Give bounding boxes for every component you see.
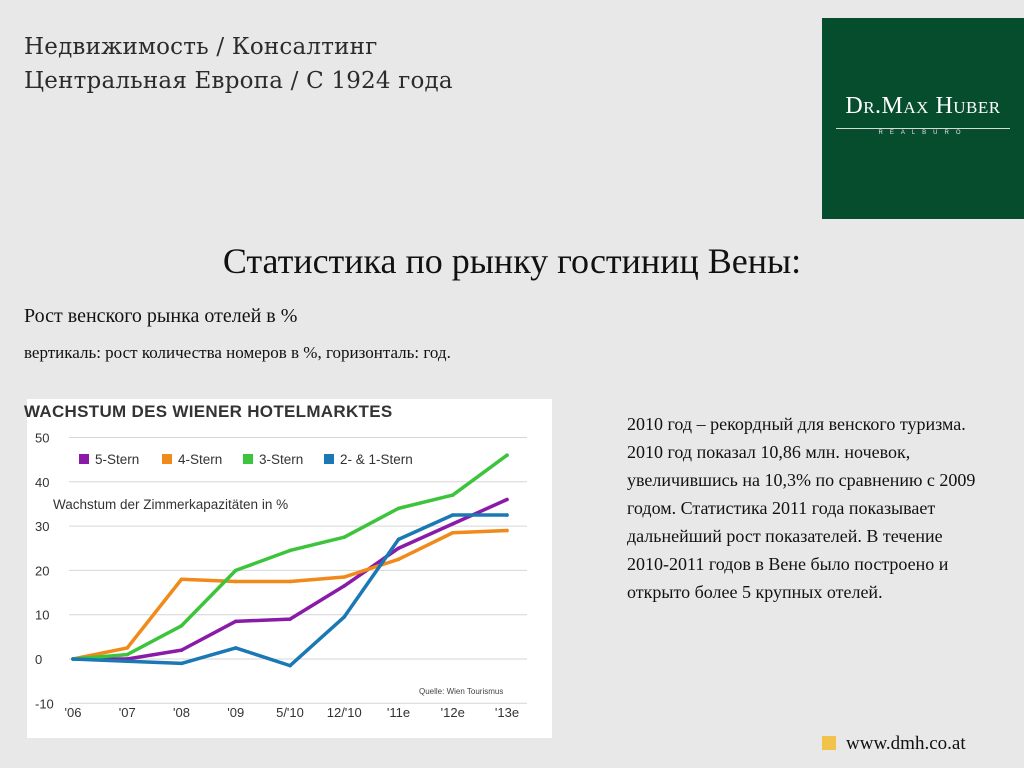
header-line-1: Недвижимость / Консалтинг <box>24 34 378 60</box>
data-point <box>234 580 238 584</box>
chart-source: Quelle: Wien Tourismus <box>419 687 504 696</box>
data-point <box>342 575 346 579</box>
chart-subtitle: Wachstum der Zimmerkapazitäten in % <box>53 497 289 512</box>
legend-label: 3-Stern <box>259 452 304 467</box>
data-point <box>180 662 184 666</box>
data-point <box>451 493 455 497</box>
data-point <box>342 535 346 539</box>
data-point <box>125 646 129 650</box>
data-point <box>505 453 509 457</box>
data-point <box>288 617 292 621</box>
x-tick-label: '06 <box>64 705 82 720</box>
data-point <box>342 615 346 619</box>
x-tick-label: '13e <box>494 705 520 720</box>
header <box>24 30 453 98</box>
data-point <box>397 507 401 511</box>
legend-swatch <box>324 454 334 464</box>
axis-description: вертикаль: рост количества номеров в %, горизонталь: год. <box>24 343 451 362</box>
chart-card <box>27 399 552 738</box>
logo-divider <box>836 128 1010 129</box>
x-tick-label: 12/'10 <box>326 705 362 720</box>
x-tick-label: '11e <box>386 705 411 720</box>
data-point <box>397 538 401 542</box>
x-tick-label: '08 <box>173 705 190 720</box>
x-tick-label: 5/'10 <box>276 705 304 720</box>
series-line-3-Stern <box>73 455 507 659</box>
data-point <box>451 531 455 535</box>
slide-title: Статистика по рынку гостиниц Вены: <box>222 241 802 281</box>
data-point <box>180 577 184 581</box>
legend-swatch <box>79 454 89 464</box>
data-point <box>505 498 509 502</box>
legend-label: 5-Stern <box>95 452 140 467</box>
data-point <box>125 653 129 657</box>
legend-swatch <box>243 454 253 464</box>
data-point <box>451 513 455 517</box>
logo-subtext: REALBURO <box>878 130 968 136</box>
chart-title: WACHSTUM DES WIENER HOTELMARKTES <box>24 402 393 421</box>
data-point <box>451 522 455 526</box>
legend-label: 2- & 1-Stern <box>340 452 413 467</box>
data-point <box>234 569 238 573</box>
x-tick-label: '09 <box>227 705 245 720</box>
logo-name: Dr.Max Huber <box>845 93 1001 119</box>
y-tick-label: 50 <box>35 430 50 446</box>
data-point <box>397 558 401 562</box>
data-point <box>180 624 184 628</box>
data-point <box>180 648 184 652</box>
y-tick-label: 0 <box>35 652 43 667</box>
data-point <box>234 646 238 650</box>
legend-swatch <box>162 454 172 464</box>
data-point <box>342 584 346 588</box>
y-tick-label: 30 <box>35 519 50 535</box>
y-tick-label: -10 <box>35 696 54 712</box>
data-point <box>125 659 129 663</box>
data-point <box>288 580 292 584</box>
x-tick-label: '07 <box>118 705 136 720</box>
data-point <box>71 657 75 661</box>
hotel-growth-chart <box>27 399 552 738</box>
y-tick-label: 10 <box>35 607 50 623</box>
footer-square-icon <box>822 736 836 750</box>
y-tick-label: 40 <box>35 474 50 490</box>
header-line-2: Центральная Европа / С 1924 года <box>24 68 453 94</box>
x-tick-label: '12e <box>440 705 465 720</box>
body-text: 2010 год – рекордный для венского туризма. 2010 год показал 10,86 млн. ночевок, увеличившись на 10,3% по сравнению с 2009 годом. Статистика 2011 года показывает дальнейший рост показателей. В течение 2010-2011 годов в Вене было построено и открыто более 5 крупных отелей. <box>627 414 976 602</box>
data-point <box>288 664 292 668</box>
data-point <box>397 546 401 550</box>
y-tick-label: 20 <box>35 563 50 579</box>
data-point <box>234 620 238 624</box>
legend-label: 4-Stern <box>178 452 223 467</box>
data-point <box>505 513 509 517</box>
logo <box>822 18 1024 219</box>
footer-url[interactable]: www.dmh.co.at <box>846 733 966 754</box>
data-point <box>288 549 292 553</box>
data-point <box>505 529 509 533</box>
chart-caption: Рост венского рынка отелей в % <box>24 305 298 327</box>
